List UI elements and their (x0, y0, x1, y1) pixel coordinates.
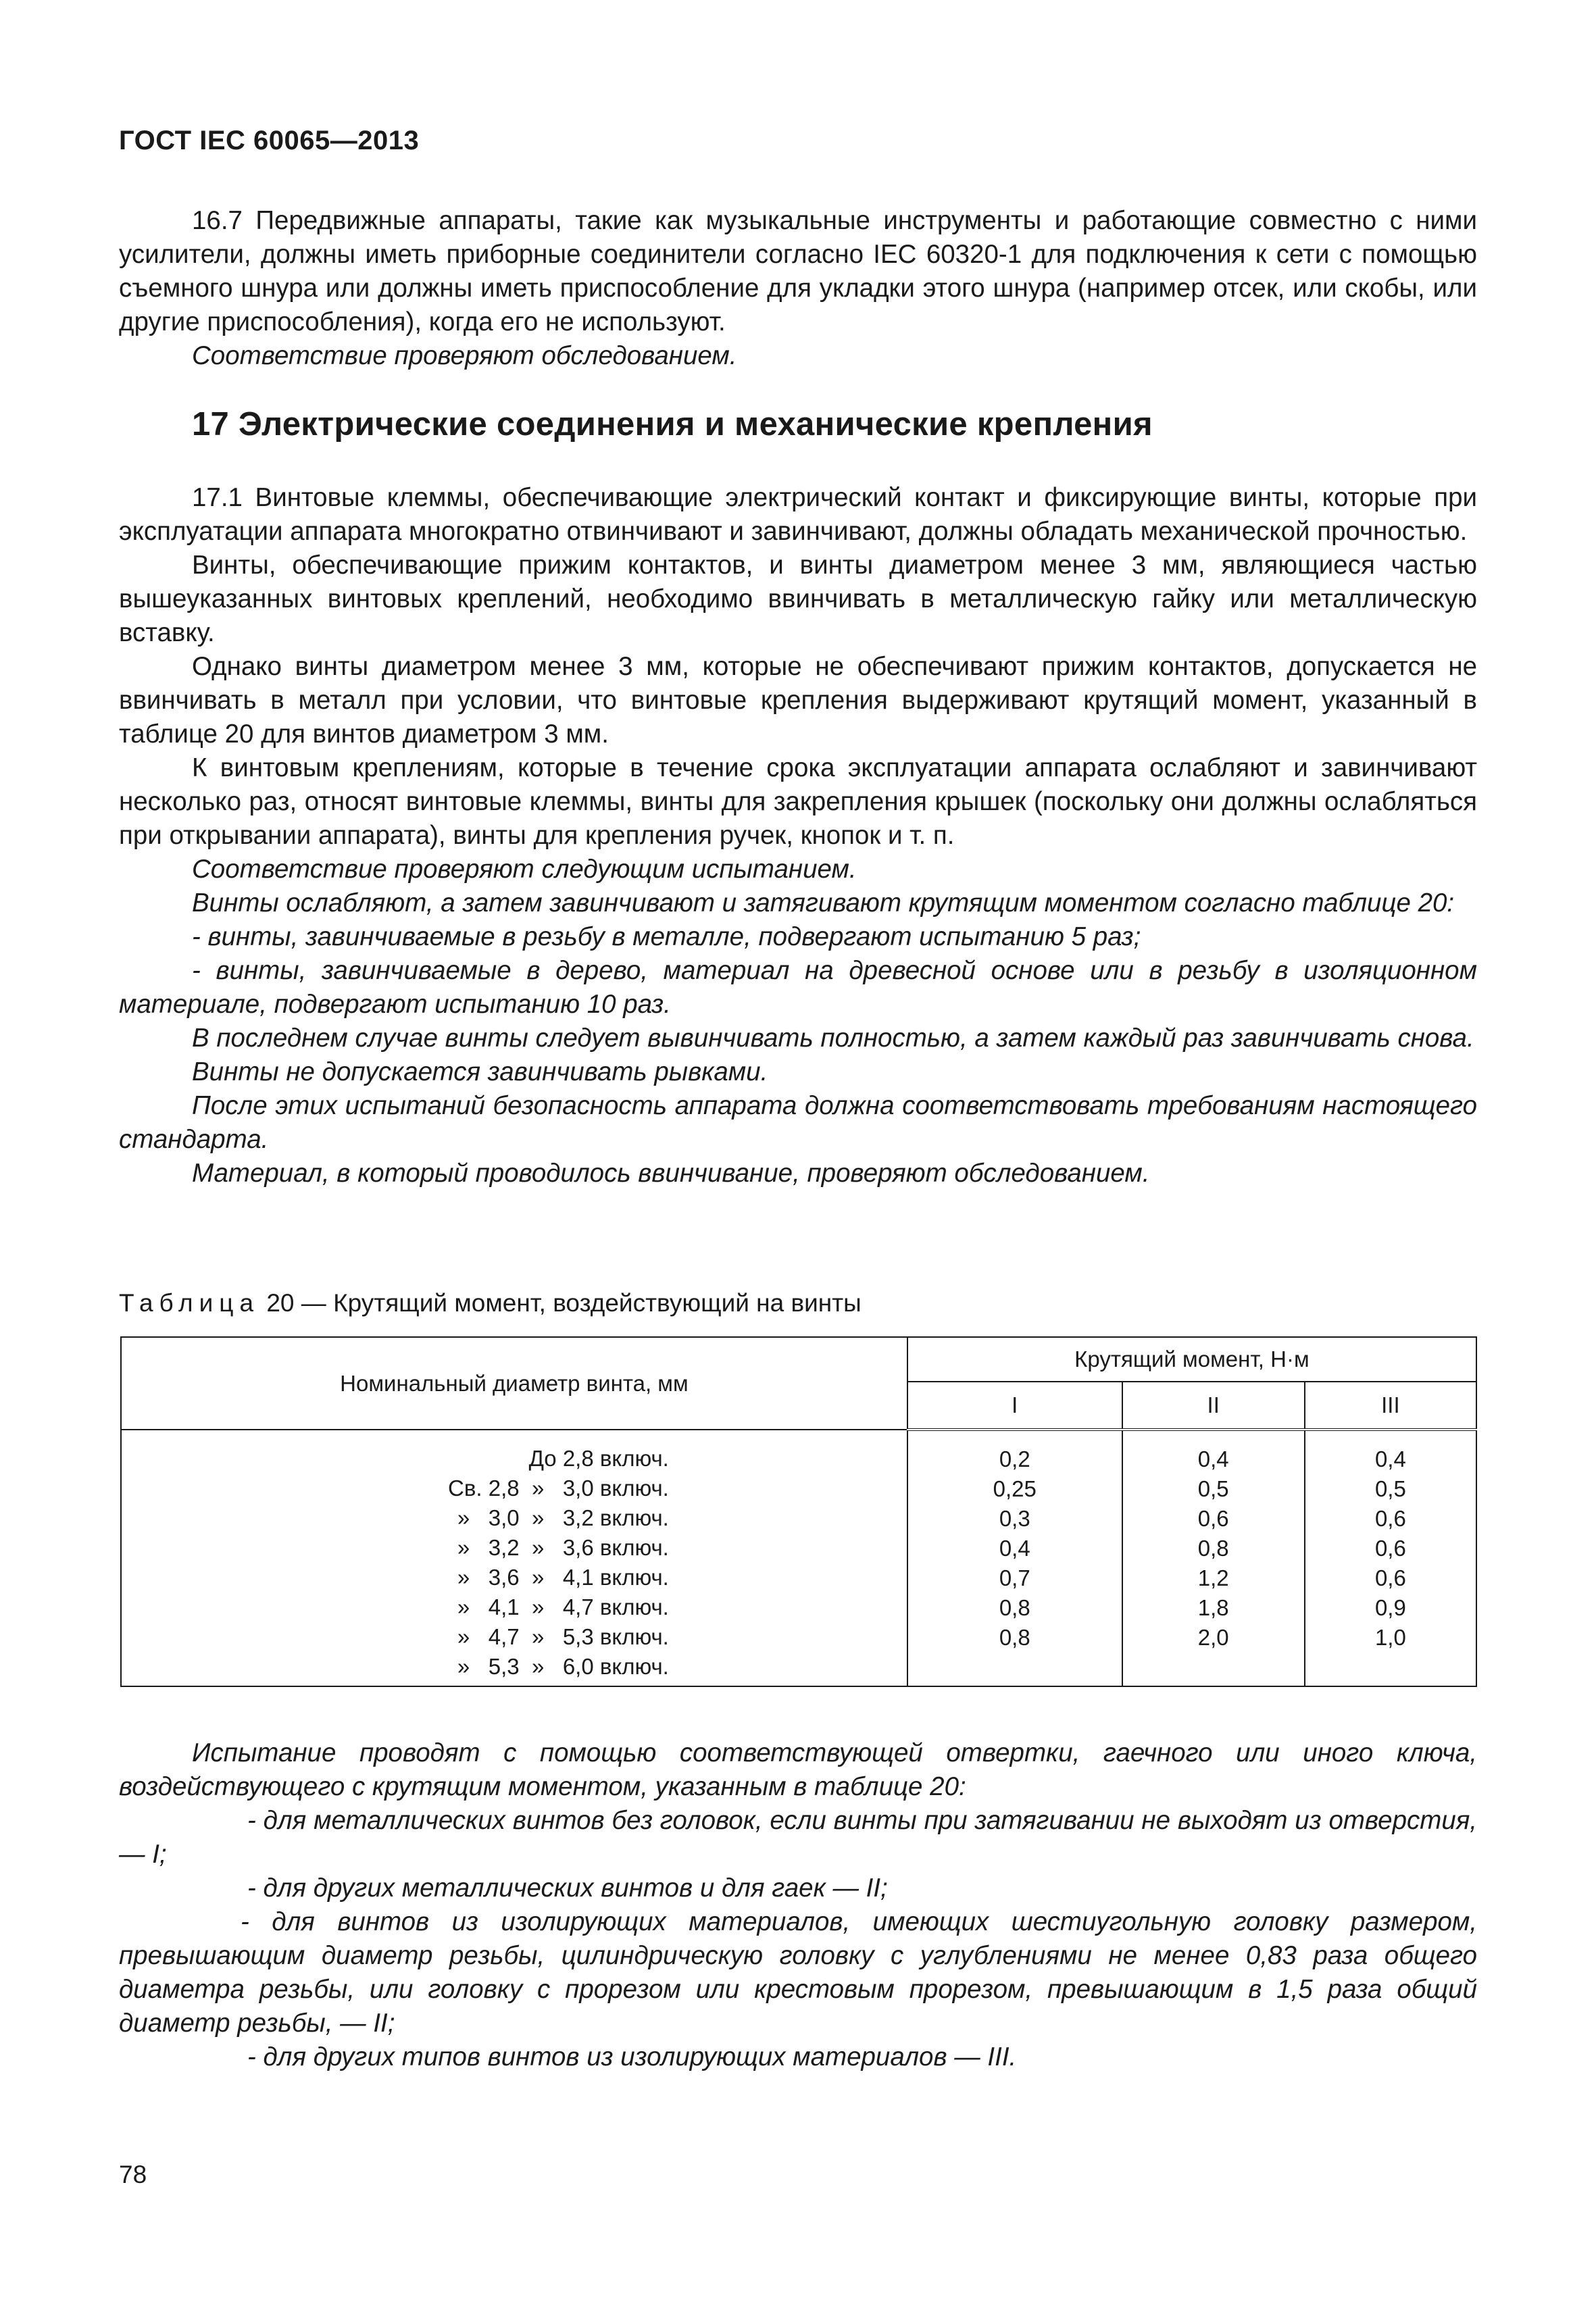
torque-value: 0,8 (1197, 1536, 1229, 1561)
torque-col-i-cell (907, 1430, 1122, 1686)
diameter-value: » 5,3 » 6,0 включ. (457, 1654, 669, 1679)
torque-value: 1,2 (1197, 1565, 1229, 1590)
diameter-value: Св. 2,8 » 3,0 включ. (448, 1476, 669, 1501)
page-number: 78 (119, 2161, 147, 2188)
table-caption (119, 1289, 862, 1317)
torque-value: 0,6 (1374, 1506, 1406, 1531)
diameter-value: » 4,7 » 5,3 включ. (457, 1624, 669, 1649)
paragraph: К винтовым креплениям, которые в течение срока эксплуатации аппарата ослабляют и завинчивают несколько раз, относят винтовые клеммы, винты для закрепления крышек (поскольку они должны ослабляться при открывании аппарата), винты для крепления ручек, кнопок и т. п. (119, 753, 1477, 850)
paragraph-italic: - винты, завинчиваемые в дерево, материал на древесной основе или в резьбу в изоляционном материале, подвергают испытанию 10 раз. (119, 956, 1477, 1019)
paragraph-italic: Материал, в который проводилось ввинчивание, проверяют обследованием. (192, 1159, 1150, 1188)
torque-value: 1,0 (1374, 1625, 1406, 1650)
torque-value: 0,6 (1374, 1565, 1406, 1590)
torque-value: 0,4 (999, 1536, 1030, 1561)
diameter-value: До 2,8 включ. (528, 1446, 669, 1471)
torque-value: 2,0 (1197, 1625, 1229, 1650)
torque-value: 0,4 (1374, 1447, 1406, 1472)
header-diameter: Номинальный диаметр винта, мм (121, 1337, 907, 1430)
torque-value: 0,6 (1197, 1506, 1229, 1531)
header-col-ii: II (1122, 1382, 1305, 1430)
torque-notes (119, 1736, 1477, 2074)
paragraph-italic: Винты не допускается завинчивать рывками. (192, 1057, 768, 1086)
torque-value: 0,25 (993, 1476, 1037, 1501)
document-header: ГОСТ IEC 60065—2013 (119, 126, 420, 155)
table-caption-label: Таблица (119, 1289, 260, 1317)
paragraph: Винты, обеспечивающие прижим контактов, и винты диаметром менее 3 мм, являющиеся частью вышеуказанных винтовых креплений, необходимо ввинчивать в металлическую гайку или металлическую вставку. (119, 551, 1477, 647)
paragraph-italic: - винты, завинчиваемые в резьбу в металле, подвергают испытанию 5 раз; (192, 922, 1141, 951)
torque-value: 0,4 (1197, 1447, 1229, 1472)
paragraph-italic: Соответствие проверяют обследованием. (192, 341, 737, 370)
header-torque: Крутящий момент, Н·м (907, 1337, 1476, 1382)
paragraph-italic: В последнем случае винты следует вывинчивать полностью, а затем каждый раз завинчивать снова. (192, 1024, 1474, 1053)
diameter-value: » 3,6 » 4,1 включ. (457, 1565, 669, 1590)
torque-value: 0,7 (999, 1565, 1030, 1590)
paragraph-italic: После этих испытаний безопасность аппарата должна соответствовать требованиям настоящего стандарта. (119, 1091, 1477, 1154)
section-title: 17 Электрические соединения и механические крепления (192, 406, 1153, 443)
torque-value: 0,8 (999, 1625, 1030, 1650)
paragraph-italic: Соответствие проверяют следующим испытанием. (192, 855, 857, 884)
list-item: - для других металлических винтов и для гаек — II; (247, 1873, 888, 1903)
clause-16-7 (119, 204, 1477, 373)
clause-17-1 (119, 481, 1477, 1190)
header-col-i: I (907, 1382, 1122, 1430)
torque-value: 0,5 (1374, 1476, 1406, 1501)
torque-value: 0,9 (1374, 1595, 1406, 1620)
diameter-value: » 4,1 » 4,7 включ. (457, 1594, 669, 1619)
torque-value: 0,2 (999, 1447, 1030, 1472)
list-item: - для винтов из изолирующих материалов, имеющих шестиугольную головку размером, превышающим диаметр резьбы, цилиндрическую головку с углублениями не менее 0,83 раза общего диаметра резьбы, или головку с прорезом или крестовым прорезом, превышающим в 1,5 раза общий диаметр резьбы, — II; (119, 1907, 1477, 2038)
torque-value: 0,8 (999, 1595, 1030, 1620)
header-col-iii: III (1305, 1382, 1476, 1430)
table-caption-text: 20 — Крутящий момент, воздействующий на винты (259, 1289, 862, 1317)
torque-value: 0,5 (1197, 1476, 1229, 1501)
paragraph: 16.7 Передвижные аппараты, такие как музыкальные инструменты и работающие совместно с ними усилители, должны иметь приборные соединители согласно IEC 60320-1 для подключения к сети с помощью съемного шнура или должны иметь приспособление для укладки этого шнура (например отсек, или скобы, или другие приспособления), когда его не используют. (119, 206, 1477, 336)
torque-value: 1,8 (1197, 1595, 1229, 1620)
diameter-value: » 3,2 » 3,6 включ. (457, 1535, 669, 1560)
torque-value: 0,3 (999, 1506, 1030, 1531)
list-item: - для других типов винтов из изолирующих материалов — III. (247, 2042, 1017, 2071)
torque-col-ii-cell (1122, 1430, 1305, 1686)
torque-col-iii-cell (1305, 1430, 1476, 1686)
diameter-value: » 3,0 » 3,2 включ. (457, 1505, 669, 1530)
torque-table (120, 1336, 1477, 1687)
paragraph-italic: Винты ослабляют, а затем завинчивают и затягивают крутящим моментом согласно таблице 20: (192, 888, 1455, 917)
torque-value: 0,6 (1374, 1536, 1406, 1561)
paragraph: 17.1 Винтовые клеммы, обеспечивающие электрический контакт и фиксирующие винты, которые при эксплуатации аппарата многократно отвинчивают и завинчивают, должны обладать механической прочностью. (119, 483, 1477, 546)
paragraph-italic: Испытание проводят с помощью соответствующей отвертки, гаечного или иного ключа, воздействующего с крутящим моментом, указанным в таблице 20: (119, 1738, 1477, 1801)
diameter-cell (121, 1430, 907, 1686)
list-item: - для металлических винтов без головок, если винты при затягивании не выходят из отверстия, — I; (119, 1806, 1477, 1869)
paragraph: Однако винты диаметром менее 3 мм, которые не обеспечивают прижим контактов, допускается не ввинчивать в металл при условии, что винтовые крепления выдерживают крутящий момент, указанный в таблице 20 для винтов диаметром 3 мм. (119, 652, 1477, 749)
